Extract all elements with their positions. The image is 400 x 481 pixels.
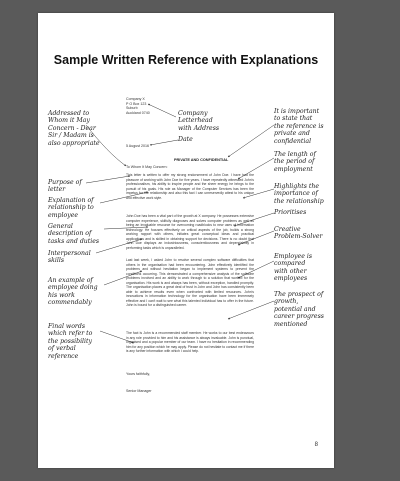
paragraph-3: Last last week, I asked John to resolve several complex software difficulties that others in the organisation had been encountering. John effectively identified the problems and without hesitation began to implement systems to prevent the conditions occurring. This demonstrated a comprehensive analysis of the software problems involved and an ability to work through to a solution that worked for the organisation. His work is and always has been, without exception, handled promptly. The organisation places a great deal of trust in John and John has consistently been able to achieve results even when confronted with limited resources. John's innovations in information technology for the organisation have been immensely effective and I can't wait to see what this talented individual has to offer in the future. John is bound for a distinguished career. bbox=[126, 258, 254, 308]
paragraph-1: This letter is written to offer my strong endorsement of John Doe. I have had the pleasure of working with John Doe for five years. I have repeatedly witnessed John's professionalism, his ability to inspire people and the sheer energy he brings to the pursuit of his goals. His role as Manager of the Computer Services has been the impetus for the relationship and also this fact I can unreservedly attest to his unique and effective work style. bbox=[126, 173, 254, 200]
arrow-prioritises bbox=[234, 213, 274, 226]
confidential-heading: PRIVATE AND CONFIDENTIAL bbox=[174, 158, 229, 162]
note-date: Date bbox=[178, 136, 193, 143]
arrow-company-letterhead bbox=[148, 104, 176, 117]
note-length: The length of the period of employment bbox=[274, 151, 316, 173]
arrow-interpersonal bbox=[96, 239, 142, 253]
arrow-prospect bbox=[228, 301, 274, 319]
note-creative: Creative Problem-Solver bbox=[274, 226, 323, 241]
note-interpersonal: Interpersonal skills bbox=[48, 250, 91, 265]
arrow-compared bbox=[238, 261, 274, 278]
note-purpose: Purpose of letter bbox=[48, 179, 82, 194]
arrow-private bbox=[228, 125, 274, 157]
arrow-date bbox=[150, 140, 178, 145]
note-prioritises: Prioritises bbox=[274, 209, 307, 216]
arrow-purpose bbox=[86, 176, 130, 183]
note-relationship: Explanation of relationship to employee bbox=[48, 197, 94, 219]
note-compared: Employee is compared with other employees bbox=[274, 253, 312, 283]
note-general-description: General description of tasks and duties bbox=[48, 223, 100, 245]
note-private: It is important to state that the reference is private and confidential bbox=[274, 108, 324, 145]
note-example: An example of employee doing his work commendably bbox=[48, 277, 98, 307]
arrow-length bbox=[238, 158, 274, 179]
salutation: To Whom It May Concern: bbox=[126, 165, 168, 169]
note-addressed-to: Addressed to Whom it May Concern - Dear Sir / Madam is also appropriate bbox=[48, 110, 100, 147]
arrow-addressed-to bbox=[86, 125, 126, 166]
company-address-block: Company X P O Box 123 Suburb Auckland 0740 bbox=[126, 97, 150, 115]
annotation-arrows bbox=[38, 13, 334, 468]
arrow-relationship bbox=[100, 192, 148, 203]
arrow-example bbox=[104, 271, 142, 285]
page-title: Sample Written Reference with Explanations bbox=[53, 53, 319, 67]
arrow-creative bbox=[238, 231, 274, 245]
note-company-letterhead: Company Letterhead with Address bbox=[178, 110, 220, 132]
paragraph-2: John Doe has been a vital part of the growth at X company. He possesses extensive computer experience, skilfully diagnoses and solves computer problems as well as being an invaluable resource for overcoming roadblocks to new uses of information technology. He focuses effectively on critical aspects of the job, builds a strong working rapport with others, initiates great conceptual ideas and practical applications and is skilled in obtaining support for decisions. There is no doubt that John Doe displays an industriousness, conscientiousness and dependability in performing tasks which is unparalleled. bbox=[126, 214, 254, 250]
closing-signoff: Yours faithfully, bbox=[126, 372, 150, 376]
note-highlights: Highlights the importance of the relationship bbox=[274, 183, 324, 205]
page-number: 8 bbox=[314, 442, 318, 448]
arrow-highlights bbox=[243, 189, 274, 198]
letter-date: 5 August 2016 bbox=[126, 144, 149, 148]
document-page bbox=[38, 13, 334, 468]
arrow-final bbox=[100, 331, 134, 343]
paragraph-4: The fact is John is a recommended staff member. He works to our best endeavours in any role provided to him and his assistance is always invaluable. John is punctual, organised and a popular member of our team. I have no hesitation in recommending him for any position which he may apply. Please do not hesitate to contact me if there is any further information with which I could help. bbox=[126, 331, 254, 354]
note-prospect: The prospect of growth, potential and career progress mentioned bbox=[274, 291, 324, 328]
arrow-general bbox=[104, 227, 148, 229]
closing-signatory: Senior Manager bbox=[126, 389, 152, 393]
note-final-words: Final words which refer to the possibility of verbal reference bbox=[48, 323, 93, 360]
